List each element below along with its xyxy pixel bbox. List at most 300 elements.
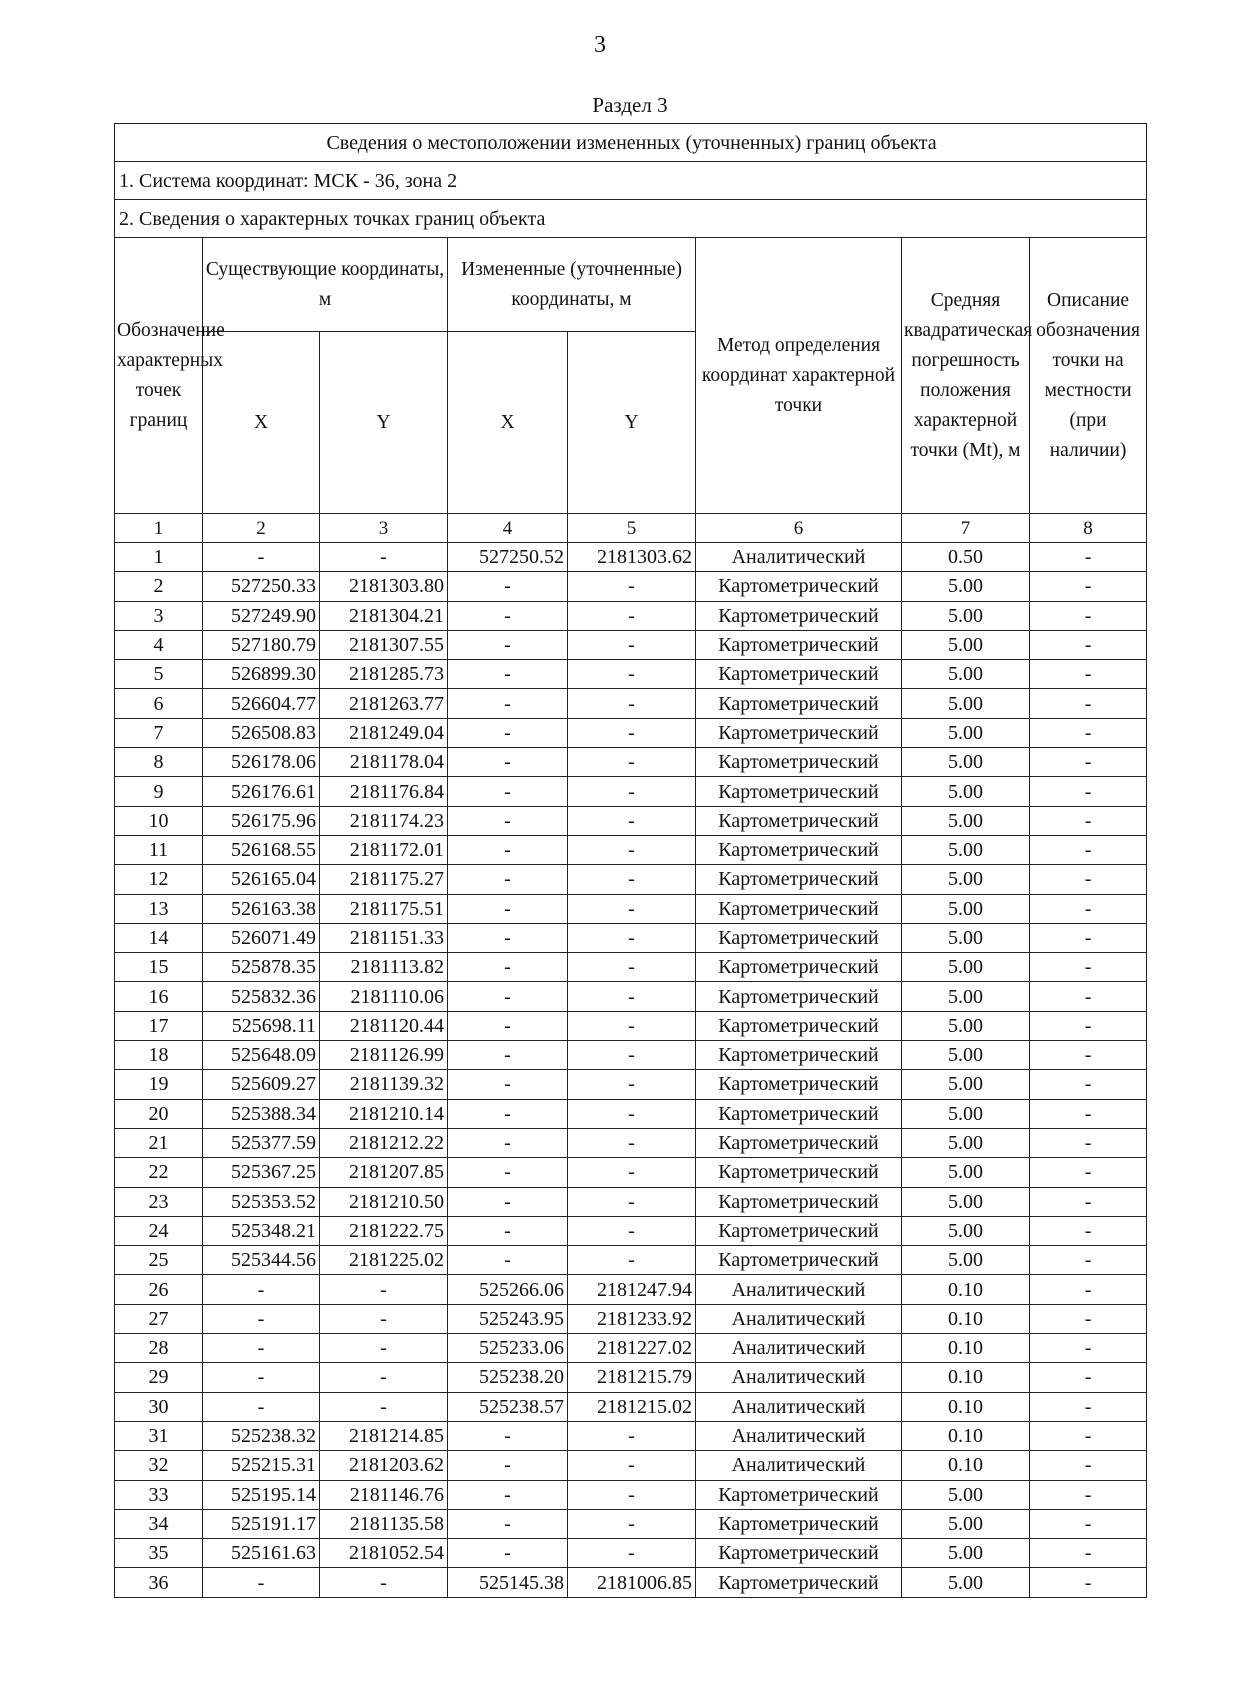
point-designation-cell: 29 bbox=[115, 1363, 203, 1392]
point-designation-cell: 30 bbox=[115, 1392, 203, 1421]
changed-y-cell: - bbox=[568, 1509, 696, 1538]
changed-y-cell: - bbox=[568, 1187, 696, 1216]
method-cell: Картометрический bbox=[696, 1216, 902, 1245]
column-number: 8 bbox=[1030, 514, 1147, 543]
point-designation-cell: 23 bbox=[115, 1187, 203, 1216]
existing-x-cell: 525698.11 bbox=[203, 1011, 320, 1040]
method-cell: Аналитический bbox=[696, 1451, 902, 1480]
section-title: Раздел 3 bbox=[592, 93, 668, 117]
existing-y-cell: 2181307.55 bbox=[320, 630, 448, 659]
point-description-cell: - bbox=[1030, 1568, 1147, 1597]
method-cell: Картометрический bbox=[696, 806, 902, 835]
coordinate-system-line: 1. Система координат: МСК - 36, зона 2 bbox=[115, 162, 1147, 200]
method-cell: Картометрический bbox=[696, 601, 902, 630]
table-row bbox=[115, 1304, 1147, 1333]
point-description-cell: - bbox=[1030, 718, 1147, 747]
method-cell: Картометрический bbox=[696, 1480, 902, 1509]
existing-x-cell: 525367.25 bbox=[203, 1158, 320, 1187]
header-method: Метод определения координат характерной точки bbox=[696, 238, 902, 514]
changed-x-cell: - bbox=[448, 748, 568, 777]
existing-y-cell: 2181175.27 bbox=[320, 865, 448, 894]
mean-square-error-cell: 5.00 bbox=[902, 1158, 1030, 1187]
point-description-cell: - bbox=[1030, 1275, 1147, 1304]
table-row bbox=[115, 1158, 1147, 1187]
point-description-cell: - bbox=[1030, 1421, 1147, 1450]
method-cell: Картометрический bbox=[696, 718, 902, 747]
point-description-cell: - bbox=[1030, 806, 1147, 835]
mean-square-error-cell: 0.10 bbox=[902, 1421, 1030, 1450]
existing-x-cell: 526071.49 bbox=[203, 923, 320, 952]
method-cell: Картометрический bbox=[696, 1246, 902, 1275]
existing-y-cell: 2181210.14 bbox=[320, 1099, 448, 1128]
existing-y-cell: 2181303.80 bbox=[320, 572, 448, 601]
existing-y-cell: - bbox=[320, 1392, 448, 1421]
mean-square-error-cell: 5.00 bbox=[902, 1480, 1030, 1509]
method-cell: Картометрический bbox=[696, 865, 902, 894]
mean-square-error-cell: 5.00 bbox=[902, 835, 1030, 864]
mean-square-error-cell: 0.10 bbox=[902, 1392, 1030, 1421]
changed-x-cell: - bbox=[448, 601, 568, 630]
table-row bbox=[115, 835, 1147, 864]
method-cell: Картометрический bbox=[696, 689, 902, 718]
method-cell: Картометрический bbox=[696, 953, 902, 982]
mean-square-error-cell: 5.00 bbox=[902, 1539, 1030, 1568]
point-designation-cell: 31 bbox=[115, 1421, 203, 1450]
existing-x-cell: 526176.61 bbox=[203, 777, 320, 806]
header-changed-y: Y bbox=[568, 332, 696, 514]
changed-x-cell: - bbox=[448, 1041, 568, 1070]
method-cell: Аналитический bbox=[696, 1363, 902, 1392]
existing-x-cell: 526178.06 bbox=[203, 748, 320, 777]
method-cell: Картометрический bbox=[696, 660, 902, 689]
header-changed-x: X bbox=[448, 332, 568, 514]
point-designation-cell: 17 bbox=[115, 1011, 203, 1040]
existing-x-cell: 525353.52 bbox=[203, 1187, 320, 1216]
changed-x-cell: - bbox=[448, 1539, 568, 1568]
method-cell: Картометрический bbox=[696, 1568, 902, 1597]
method-cell: Картометрический bbox=[696, 982, 902, 1011]
changed-x-cell: - bbox=[448, 1187, 568, 1216]
existing-y-cell: 2181146.76 bbox=[320, 1480, 448, 1509]
existing-x-cell: 525215.31 bbox=[203, 1451, 320, 1480]
existing-y-cell: - bbox=[320, 543, 448, 572]
table-row bbox=[115, 1216, 1147, 1245]
method-cell: Картометрический bbox=[696, 748, 902, 777]
point-designation-cell: 22 bbox=[115, 1158, 203, 1187]
point-designation-cell: 13 bbox=[115, 894, 203, 923]
point-designation-cell: 5 bbox=[115, 660, 203, 689]
method-cell: Аналитический bbox=[696, 1334, 902, 1363]
changed-y-cell: - bbox=[568, 660, 696, 689]
changed-y-cell: - bbox=[568, 1041, 696, 1070]
changed-y-cell: - bbox=[568, 806, 696, 835]
table-row bbox=[115, 630, 1147, 659]
point-description-cell: - bbox=[1030, 1539, 1147, 1568]
existing-x-cell: 525832.36 bbox=[203, 982, 320, 1011]
existing-x-cell: 527250.33 bbox=[203, 572, 320, 601]
mean-square-error-cell: 5.00 bbox=[902, 689, 1030, 718]
changed-y-cell: - bbox=[568, 572, 696, 601]
mean-square-error-cell: 5.00 bbox=[902, 1509, 1030, 1538]
changed-x-cell: 525145.38 bbox=[448, 1568, 568, 1597]
existing-y-cell: - bbox=[320, 1568, 448, 1597]
existing-x-cell: 525238.32 bbox=[203, 1421, 320, 1450]
point-designation-cell: 16 bbox=[115, 982, 203, 1011]
mean-square-error-cell: 5.00 bbox=[902, 953, 1030, 982]
point-designation-cell: 4 bbox=[115, 630, 203, 659]
changed-x-cell: - bbox=[448, 982, 568, 1011]
point-designation-cell: 36 bbox=[115, 1568, 203, 1597]
method-cell: Аналитический bbox=[696, 543, 902, 572]
mean-square-error-cell: 5.00 bbox=[902, 777, 1030, 806]
point-designation-cell: 6 bbox=[115, 689, 203, 718]
column-number: 7 bbox=[902, 514, 1030, 543]
changed-x-cell: - bbox=[448, 1158, 568, 1187]
existing-y-cell: 2181110.06 bbox=[320, 982, 448, 1011]
mean-square-error-cell: 5.00 bbox=[902, 865, 1030, 894]
existing-x-cell: - bbox=[203, 1275, 320, 1304]
changed-y-cell: - bbox=[568, 601, 696, 630]
changed-y-cell: - bbox=[568, 982, 696, 1011]
column-number: 2 bbox=[203, 514, 320, 543]
point-description-cell: - bbox=[1030, 1099, 1147, 1128]
changed-x-cell: - bbox=[448, 865, 568, 894]
point-designation-cell: 19 bbox=[115, 1070, 203, 1099]
point-designation-cell: 2 bbox=[115, 572, 203, 601]
existing-y-cell: 2181151.33 bbox=[320, 923, 448, 952]
changed-x-cell: - bbox=[448, 572, 568, 601]
mean-square-error-cell: 0.50 bbox=[902, 543, 1030, 572]
existing-x-cell: 525609.27 bbox=[203, 1070, 320, 1099]
existing-y-cell: 2181176.84 bbox=[320, 777, 448, 806]
header-changed-coordinates: Измененные (уточненные) координаты, м bbox=[448, 238, 696, 332]
existing-x-cell: 525878.35 bbox=[203, 953, 320, 982]
changed-x-cell: - bbox=[448, 630, 568, 659]
changed-x-cell: - bbox=[448, 777, 568, 806]
table-row bbox=[115, 1070, 1147, 1099]
header-mean-square-error: Средняя квадратическая погрешность положения характерной точки (Mt), м bbox=[902, 238, 1030, 514]
table-row bbox=[115, 660, 1147, 689]
existing-y-cell: 2181210.50 bbox=[320, 1187, 448, 1216]
point-designation-cell: 33 bbox=[115, 1480, 203, 1509]
existing-x-cell: 525648.09 bbox=[203, 1041, 320, 1070]
point-description-cell: - bbox=[1030, 748, 1147, 777]
point-description-cell: - bbox=[1030, 601, 1147, 630]
mean-square-error-cell: 5.00 bbox=[902, 1011, 1030, 1040]
existing-x-cell: 525191.17 bbox=[203, 1509, 320, 1538]
point-designation-cell: 34 bbox=[115, 1509, 203, 1538]
mean-square-error-cell: 0.10 bbox=[902, 1451, 1030, 1480]
mean-square-error-cell: 0.10 bbox=[902, 1275, 1030, 1304]
existing-x-cell: 525388.34 bbox=[203, 1099, 320, 1128]
table-row bbox=[115, 1363, 1147, 1392]
table-row bbox=[115, 1451, 1147, 1480]
existing-x-cell: 526604.77 bbox=[203, 689, 320, 718]
changed-y-cell: - bbox=[568, 1099, 696, 1128]
point-designation-cell: 8 bbox=[115, 748, 203, 777]
existing-y-cell: 2181222.75 bbox=[320, 1216, 448, 1245]
existing-x-cell: - bbox=[203, 1392, 320, 1421]
changed-x-cell: - bbox=[448, 953, 568, 982]
point-designation-cell: 9 bbox=[115, 777, 203, 806]
point-description-cell: - bbox=[1030, 1480, 1147, 1509]
column-number: 5 bbox=[568, 514, 696, 543]
changed-y-cell: - bbox=[568, 923, 696, 952]
changed-x-cell: - bbox=[448, 1216, 568, 1245]
table-row bbox=[115, 1334, 1147, 1363]
method-cell: Картометрический bbox=[696, 1011, 902, 1040]
changed-x-cell: - bbox=[448, 923, 568, 952]
changed-y-cell: 2181215.79 bbox=[568, 1363, 696, 1392]
changed-x-cell: 527250.52 bbox=[448, 543, 568, 572]
existing-x-cell: 527249.90 bbox=[203, 601, 320, 630]
point-description-cell: - bbox=[1030, 982, 1147, 1011]
existing-y-cell: 2181172.01 bbox=[320, 835, 448, 864]
existing-x-cell: 527180.79 bbox=[203, 630, 320, 659]
existing-y-cell: 2181225.02 bbox=[320, 1246, 448, 1275]
table-title: Сведения о местоположении измененных (уточненных) границ объекта bbox=[115, 124, 1147, 162]
table-row bbox=[115, 806, 1147, 835]
existing-y-cell: 2181263.77 bbox=[320, 689, 448, 718]
changed-y-cell: 2181215.02 bbox=[568, 1392, 696, 1421]
point-designation-cell: 11 bbox=[115, 835, 203, 864]
existing-y-cell: 2181249.04 bbox=[320, 718, 448, 747]
changed-y-cell: - bbox=[568, 1246, 696, 1275]
mean-square-error-cell: 5.00 bbox=[902, 806, 1030, 835]
method-cell: Аналитический bbox=[696, 1392, 902, 1421]
mean-square-error-cell: 5.00 bbox=[902, 630, 1030, 659]
existing-y-cell: 2181178.04 bbox=[320, 748, 448, 777]
point-designation-cell: 27 bbox=[115, 1304, 203, 1333]
changed-y-cell: 2181006.85 bbox=[568, 1568, 696, 1597]
table-row bbox=[115, 1509, 1147, 1538]
point-designation-cell: 12 bbox=[115, 865, 203, 894]
existing-x-cell: - bbox=[203, 543, 320, 572]
changed-y-cell: - bbox=[568, 1158, 696, 1187]
existing-y-cell: 2181304.21 bbox=[320, 601, 448, 630]
changed-x-cell: - bbox=[448, 1099, 568, 1128]
point-description-cell: - bbox=[1030, 1304, 1147, 1333]
point-description-cell: - bbox=[1030, 1392, 1147, 1421]
point-description-cell: - bbox=[1030, 572, 1147, 601]
method-cell: Аналитический bbox=[696, 1275, 902, 1304]
changed-x-cell: 525238.57 bbox=[448, 1392, 568, 1421]
point-designation-cell: 14 bbox=[115, 923, 203, 952]
existing-x-cell: 525195.14 bbox=[203, 1480, 320, 1509]
existing-x-cell: 525377.59 bbox=[203, 1128, 320, 1157]
changed-x-cell: 525238.20 bbox=[448, 1363, 568, 1392]
point-description-cell: - bbox=[1030, 543, 1147, 572]
table-row bbox=[115, 1568, 1147, 1597]
mean-square-error-cell: 5.00 bbox=[902, 1070, 1030, 1099]
point-designation-cell: 10 bbox=[115, 806, 203, 835]
header-designation: Обозначение характерных точек границ bbox=[115, 238, 203, 514]
changed-x-cell: 525266.06 bbox=[448, 1275, 568, 1304]
table-row bbox=[115, 718, 1147, 747]
point-designation-cell: 1 bbox=[115, 543, 203, 572]
changed-y-cell: - bbox=[568, 1216, 696, 1245]
point-description-cell: - bbox=[1030, 1363, 1147, 1392]
changed-x-cell: - bbox=[448, 1421, 568, 1450]
table-row bbox=[115, 1099, 1147, 1128]
table-row bbox=[115, 865, 1147, 894]
changed-y-cell: - bbox=[568, 689, 696, 718]
existing-y-cell: 2181285.73 bbox=[320, 660, 448, 689]
mean-square-error-cell: 5.00 bbox=[902, 1187, 1030, 1216]
method-cell: Картометрический bbox=[696, 1509, 902, 1538]
changed-y-cell: - bbox=[568, 894, 696, 923]
point-designation-cell: 18 bbox=[115, 1041, 203, 1070]
column-number: 3 bbox=[320, 514, 448, 543]
changed-y-cell: - bbox=[568, 953, 696, 982]
changed-y-cell: 2181233.92 bbox=[568, 1304, 696, 1333]
point-designation-cell: 28 bbox=[115, 1334, 203, 1363]
existing-x-cell: 526175.96 bbox=[203, 806, 320, 835]
column-number: 4 bbox=[448, 514, 568, 543]
point-designation-cell: 25 bbox=[115, 1246, 203, 1275]
existing-x-cell: 526163.38 bbox=[203, 894, 320, 923]
mean-square-error-cell: 0.10 bbox=[902, 1363, 1030, 1392]
changed-x-cell: 525233.06 bbox=[448, 1334, 568, 1363]
point-description-cell: - bbox=[1030, 1128, 1147, 1157]
mean-square-error-cell: 5.00 bbox=[902, 718, 1030, 747]
boundary-points-table bbox=[114, 123, 1147, 1598]
column-number: 6 bbox=[696, 514, 902, 543]
mean-square-error-cell: 5.00 bbox=[902, 923, 1030, 952]
changed-y-cell: 2181247.94 bbox=[568, 1275, 696, 1304]
existing-y-cell: 2181175.51 bbox=[320, 894, 448, 923]
mean-square-error-cell: 5.00 bbox=[902, 660, 1030, 689]
existing-y-cell: - bbox=[320, 1363, 448, 1392]
changed-y-cell: - bbox=[568, 1011, 696, 1040]
existing-y-cell: 2181212.22 bbox=[320, 1128, 448, 1157]
mean-square-error-cell: 5.00 bbox=[902, 982, 1030, 1011]
table-row bbox=[115, 1187, 1147, 1216]
table-row bbox=[115, 689, 1147, 718]
mean-square-error-cell: 5.00 bbox=[902, 601, 1030, 630]
point-description-cell: - bbox=[1030, 1158, 1147, 1187]
point-description-cell: - bbox=[1030, 953, 1147, 982]
changed-x-cell: - bbox=[448, 806, 568, 835]
existing-x-cell: - bbox=[203, 1334, 320, 1363]
page-number: 3 bbox=[594, 32, 606, 58]
changed-y-cell: - bbox=[568, 1539, 696, 1568]
changed-x-cell: 525243.95 bbox=[448, 1304, 568, 1333]
existing-x-cell: - bbox=[203, 1363, 320, 1392]
point-description-cell: - bbox=[1030, 1216, 1147, 1245]
mean-square-error-cell: 5.00 bbox=[902, 1128, 1030, 1157]
changed-x-cell: - bbox=[448, 1451, 568, 1480]
existing-x-cell: 526899.30 bbox=[203, 660, 320, 689]
method-cell: Картометрический bbox=[696, 1128, 902, 1157]
changed-y-cell: - bbox=[568, 1128, 696, 1157]
changed-x-cell: - bbox=[448, 660, 568, 689]
changed-y-cell: 2181227.02 bbox=[568, 1334, 696, 1363]
method-cell: Картометрический bbox=[696, 1187, 902, 1216]
existing-y-cell: 2181120.44 bbox=[320, 1011, 448, 1040]
point-description-cell: - bbox=[1030, 1187, 1147, 1216]
existing-y-cell: 2181135.58 bbox=[320, 1509, 448, 1538]
changed-y-cell: - bbox=[568, 718, 696, 747]
method-cell: Аналитический bbox=[696, 1421, 902, 1450]
method-cell: Картометрический bbox=[696, 1539, 902, 1568]
changed-x-cell: - bbox=[448, 1509, 568, 1538]
method-cell: Картометрический bbox=[696, 777, 902, 806]
point-description-cell: - bbox=[1030, 1451, 1147, 1480]
table-row bbox=[115, 1421, 1147, 1450]
changed-x-cell: - bbox=[448, 835, 568, 864]
table-row bbox=[115, 1539, 1147, 1568]
existing-x-cell: - bbox=[203, 1568, 320, 1597]
header-existing-y: Y bbox=[320, 332, 448, 514]
method-cell: Картометрический bbox=[696, 835, 902, 864]
header-existing-x: X bbox=[203, 332, 320, 514]
table-row bbox=[115, 894, 1147, 923]
point-designation-cell: 26 bbox=[115, 1275, 203, 1304]
changed-y-cell: 2181303.62 bbox=[568, 543, 696, 572]
table-row bbox=[115, 1128, 1147, 1157]
method-cell: Картометрический bbox=[696, 923, 902, 952]
table-row bbox=[115, 982, 1147, 1011]
point-designation-cell: 35 bbox=[115, 1539, 203, 1568]
table-row bbox=[115, 1275, 1147, 1304]
existing-x-cell: - bbox=[203, 1304, 320, 1333]
point-description-cell: - bbox=[1030, 630, 1147, 659]
changed-y-cell: - bbox=[568, 1070, 696, 1099]
table-row bbox=[115, 1246, 1147, 1275]
existing-y-cell: 2181214.85 bbox=[320, 1421, 448, 1450]
point-description-cell: - bbox=[1030, 777, 1147, 806]
table-row bbox=[115, 777, 1147, 806]
table-row bbox=[115, 1011, 1147, 1040]
existing-x-cell: 526165.04 bbox=[203, 865, 320, 894]
existing-x-cell: 526168.55 bbox=[203, 835, 320, 864]
method-cell: Картометрический bbox=[696, 1099, 902, 1128]
point-designation-cell: 32 bbox=[115, 1451, 203, 1480]
point-description-cell: - bbox=[1030, 1334, 1147, 1363]
mean-square-error-cell: 5.00 bbox=[902, 1568, 1030, 1597]
changed-y-cell: - bbox=[568, 777, 696, 806]
point-description-cell: - bbox=[1030, 835, 1147, 864]
changed-y-cell: - bbox=[568, 1451, 696, 1480]
table-row bbox=[115, 543, 1147, 572]
changed-y-cell: - bbox=[568, 835, 696, 864]
point-description-cell: - bbox=[1030, 1041, 1147, 1070]
mean-square-error-cell: 0.10 bbox=[902, 1304, 1030, 1333]
changed-x-cell: - bbox=[448, 894, 568, 923]
method-cell: Картометрический bbox=[696, 572, 902, 601]
mean-square-error-cell: 5.00 bbox=[902, 1099, 1030, 1128]
method-cell: Картометрический bbox=[696, 1158, 902, 1187]
point-description-cell: - bbox=[1030, 660, 1147, 689]
header-point-description: Описание обозначения точки на местности (при наличии) bbox=[1030, 238, 1147, 514]
existing-y-cell: 2181113.82 bbox=[320, 953, 448, 982]
point-designation-cell: 15 bbox=[115, 953, 203, 982]
point-designation-cell: 20 bbox=[115, 1099, 203, 1128]
changed-y-cell: - bbox=[568, 748, 696, 777]
mean-square-error-cell: 5.00 bbox=[902, 1246, 1030, 1275]
method-cell: Картометрический bbox=[696, 894, 902, 923]
changed-y-cell: - bbox=[568, 1480, 696, 1509]
point-designation-cell: 24 bbox=[115, 1216, 203, 1245]
existing-x-cell: 525161.63 bbox=[203, 1539, 320, 1568]
point-description-cell: - bbox=[1030, 1011, 1147, 1040]
changed-y-cell: - bbox=[568, 1421, 696, 1450]
changed-x-cell: - bbox=[448, 1246, 568, 1275]
point-description-cell: - bbox=[1030, 923, 1147, 952]
method-cell: Картометрический bbox=[696, 630, 902, 659]
existing-y-cell: 2181207.85 bbox=[320, 1158, 448, 1187]
